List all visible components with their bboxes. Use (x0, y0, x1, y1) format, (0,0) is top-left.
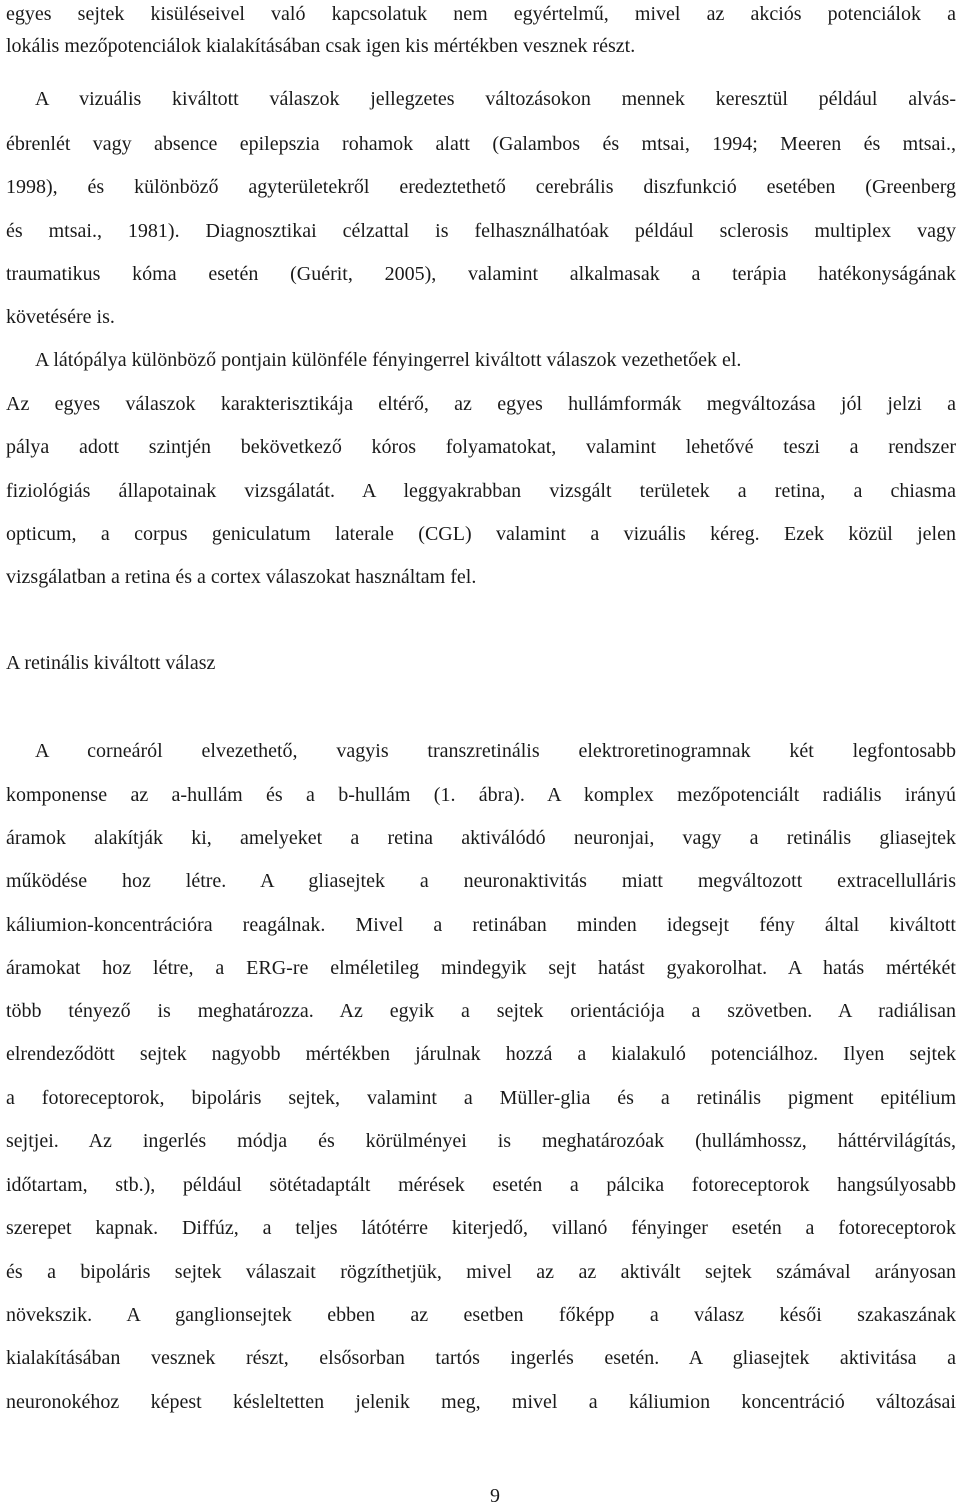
text-line: és a bipoláris sejtek válaszait rögzíthetjük, mivel az az aktivált sejtek számával arányosan (6, 1261, 956, 1283)
text-line: egyes sejtek kisüléseivel való kapcsolatuk nem egyértelmű, mivel az akciós potenciálok a (6, 3, 956, 25)
text-line: időtartam, stb.), például sötétadaptált mérések esetén a pálcika fotoreceptorok hangsúlyosabb (6, 1174, 956, 1196)
text-line: neuronokéhoz képest késleltetten jelenik meg, mivel a káliumion koncentráció változásai (6, 1391, 956, 1413)
text-line: működése hoz létre. A gliasejtek a neuronaktivitás miatt megváltozott extracellulláris (6, 870, 956, 892)
text-line: és mtsai., 1981). Diagnosztikai célzattal is felhasználhatóak például sclerosis multiplex vagy (6, 220, 956, 242)
text-line: lokális mezőpotenciálok kialakításában csak igen kis mértékben vesznek részt. (6, 35, 636, 57)
text-line: növekszik. A ganglionsejtek ebben az esetben főképp a válasz késői szakaszának (6, 1304, 956, 1326)
text-line: A látópálya különböző pontjain különféle fényingerrel kiváltott válaszok vezethetőek el. (35, 349, 742, 371)
page-number: 9 (490, 1485, 500, 1507)
text-line: pálya adott szintjén bekövetkező kóros folyamatokat, valamint lehetővé teszi a rendszer (6, 436, 956, 458)
text-line: követésére is. (6, 306, 115, 328)
text-line: opticum, a corpus geniculatum laterale (CGL) valamint a vizuális kéreg. Ezek közül jelen (6, 523, 956, 545)
text-line: ébrenlét vagy absence epilepszia rohamok alatt (Galambos és mtsai, 1994; Meeren és mtsai., (6, 133, 956, 155)
text-line: vizsgálatban a retina és a cortex válaszokat használtam fel. (6, 566, 477, 588)
text-line: áramok alakítják ki, amelyeket a retina aktiválódó neuronjai, vagy a retinális gliasejtek (6, 827, 956, 849)
text-line: a fotoreceptorok, bipoláris sejtek, valamint a Müller-glia és a retinális pigment epitélium (6, 1087, 956, 1109)
text-line: komponense az a-hullám és a b-hullám (1. ábra). A komplex mezőpotenciált radiális irányú (6, 784, 956, 806)
text-line: sejtjei. Az ingerlés módja és körülményei is meghatározóak (hullámhossz, háttérvilágítás, (6, 1130, 956, 1152)
text-line: 1998), és különböző agyterületekről eredeztethető cerebrális diszfunkció esetében (Greenberg (6, 176, 956, 198)
text-line: kialakításában vesznek részt, elsősorban tartós ingerlés esetén. A gliasejtek aktivitása a (6, 1347, 956, 1369)
text-line: traumatikus kóma esetén (Guérit, 2005), valamint alkalmasak a terápia hatékonyságának (6, 263, 956, 285)
text-line: áramokat hoz létre, a ERG-re elméletileg mindegyik sejt hatást gyakorolhat. A hatás mértékét (6, 957, 956, 979)
text-line: A corneáról elvezethető, vagyis transzretinális elektroretinogramnak két legfontosabb (35, 740, 956, 762)
text-line: Az egyes válaszok karakterisztikája eltérő, az egyes hullámformák megváltozása jól jelzi a (6, 393, 956, 415)
text-line: több tényező is meghatározza. Az egyik a sejtek orientációja a szövetben. A radiálisan (6, 1000, 956, 1022)
text-line: A vizuális kiváltott válaszok jellegzetes változásokon mennek keresztül például alvás- (35, 88, 956, 110)
text-line: fiziológiás állapotainak vizsgálatát. A leggyakrabban vizsgált területek a retina, a chiasma (6, 480, 956, 502)
text-line: káliumion-koncentrációra reagálnak. Mivel a retinában minden idegsejt fény által kiváltott (6, 914, 956, 936)
section-heading: A retinális kiváltott válasz (6, 652, 216, 674)
text-line: szerepet kapnak. Diffúz, a teljes látótérre kiterjedő, villanó fényinger esetén a fotoreceptorok (6, 1217, 956, 1239)
text-line: elrendeződött sejtek nagyobb mértékben járulnak hozzá a kialakuló potenciálhoz. Ilyen sejtek (6, 1043, 956, 1065)
